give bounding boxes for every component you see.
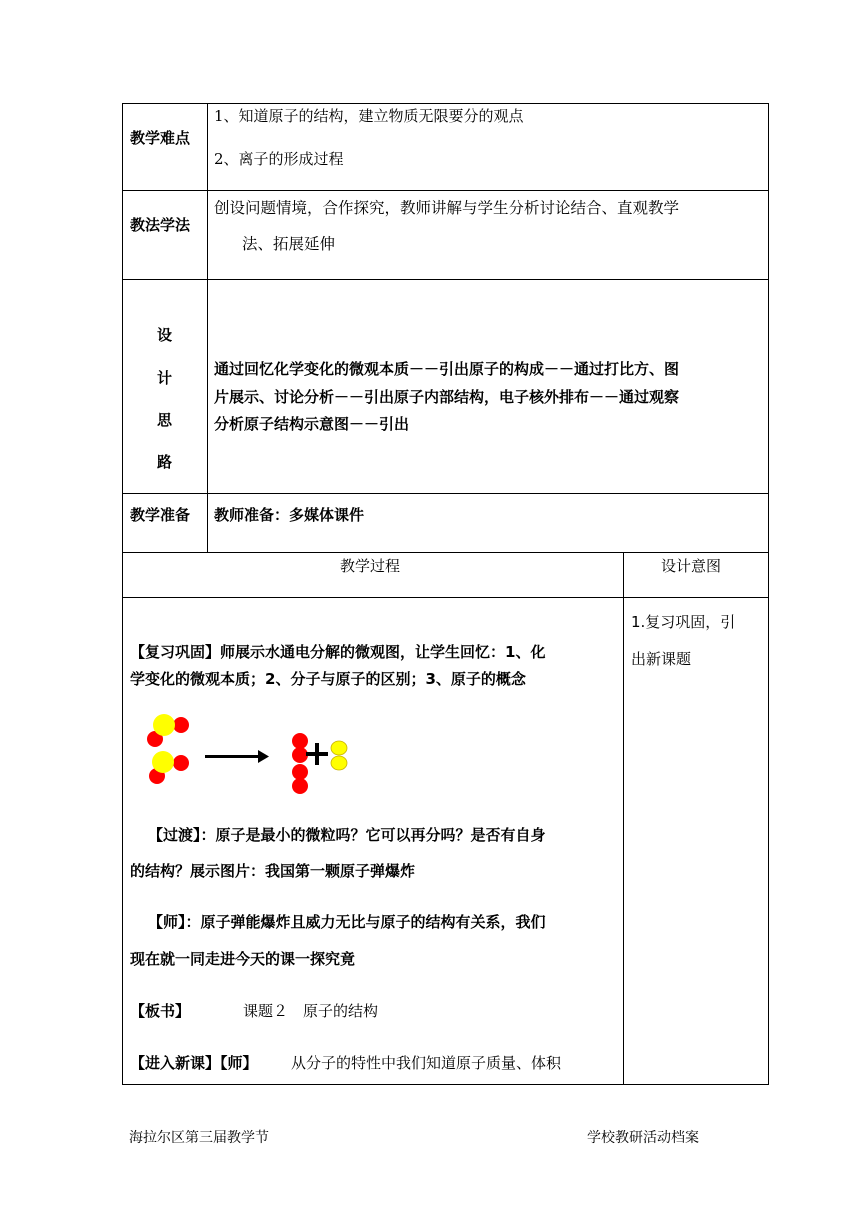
prep-content: 教师准备：多媒体课件 (214, 506, 365, 524)
method-content-line2: 法、拓展延伸 (242, 235, 336, 253)
oxygen-molecule (331, 741, 347, 770)
intent-column-divider (623, 552, 624, 1085)
row-divider (122, 597, 769, 598)
design-content-line1: 通过回忆化学变化的微观本质－－引出原子的构成－－通过打比方、图 (214, 360, 680, 378)
design-content-line3: 分析原子结构示意图－－引出 (214, 415, 410, 433)
teacher-line1: 【师】：原子弹能爆炸且威力无比与原子的结构有关系，我们 (148, 913, 546, 931)
review-line2: 学变化的微观本质；2、分子与原子的区别；3、原子的概念 (130, 670, 526, 688)
hydrogen-atom (292, 733, 308, 749)
hydrogen-atom (173, 755, 189, 771)
plus-icon (306, 743, 328, 765)
oxygen-atom (331, 741, 347, 755)
footer-right: 学校教研活动档案 (587, 1130, 699, 1146)
table-border-bottom (122, 1084, 769, 1085)
hydrogen-atom (292, 778, 308, 794)
hydrogen-molecule (292, 764, 308, 794)
difficulty-point-2: 2、离子的形成过程 (214, 150, 344, 168)
hydrogen-molecule (292, 733, 308, 763)
row-divider (122, 190, 769, 191)
row-divider (122, 552, 769, 553)
hydrogen-atom (292, 764, 308, 780)
oxygen-atom (152, 751, 174, 773)
hydrogen-atom (173, 717, 189, 733)
footer-left: 海拉尔区第三届教学节 (129, 1130, 269, 1146)
board-label: 【板书】 (130, 1002, 191, 1020)
design-label-char: 计 (157, 369, 173, 387)
intent-line2: 出新课题 (631, 650, 692, 668)
review-line1: 【复习巩固】师展示水通电分解的微观图，让学生回忆：1、化 (130, 643, 546, 661)
oxygen-atom (153, 714, 175, 736)
design-content-line2: 片展示、讨论分析－－引出原子内部结构，电子核外排布－－通过观察 (214, 388, 680, 406)
transition-line1: 【过渡】：原子是最小的微粒吗？它可以再分吗？是否有自身 (148, 826, 546, 844)
newlesson-label: 【进入新课】【师】 (130, 1054, 258, 1072)
row-divider (122, 493, 769, 494)
water-molecule (147, 714, 189, 747)
board-content: 课题２ 原子的结构 (243, 1002, 379, 1020)
hydrogen-atom (292, 747, 308, 763)
design-label-char: 设 (157, 326, 173, 344)
intent-header: 设计意图 (661, 557, 722, 575)
teacher-line2: 现在就一同走进今天的课一探究竟 (130, 950, 356, 968)
table-border-right (768, 103, 769, 1085)
difficulty-label: 教学难点 (130, 129, 191, 147)
newlesson-content: 从分子的特性中我们知道原子质量、体积 (291, 1054, 562, 1072)
table-border-top (122, 103, 769, 104)
row-divider (122, 279, 769, 280)
prep-label: 教学准备 (130, 506, 191, 524)
difficulty-point-1: 1、知道原子的结构，建立物质无限要分的观点 (214, 107, 524, 125)
water-molecule (149, 751, 189, 784)
table-border-left (122, 103, 123, 1085)
method-label: 教法学法 (130, 216, 191, 234)
method-content-line1: 创设问题情境，合作探究，教师讲解与学生分析讨论结合、直观教学 (214, 199, 680, 217)
water-electrolysis-diagram (130, 710, 390, 810)
process-header: 教学过程 (340, 557, 401, 575)
transition-line2: 的结构？展示图片：我国第一颗原子弹爆炸 (130, 862, 416, 880)
reaction-arrow (205, 750, 269, 763)
oxygen-atom (331, 756, 347, 770)
design-label-char: 路 (157, 453, 173, 471)
label-column-divider (207, 103, 208, 553)
design-label-char: 思 (157, 411, 173, 429)
intent-line1: 1.复习巩固，引 (631, 613, 736, 631)
